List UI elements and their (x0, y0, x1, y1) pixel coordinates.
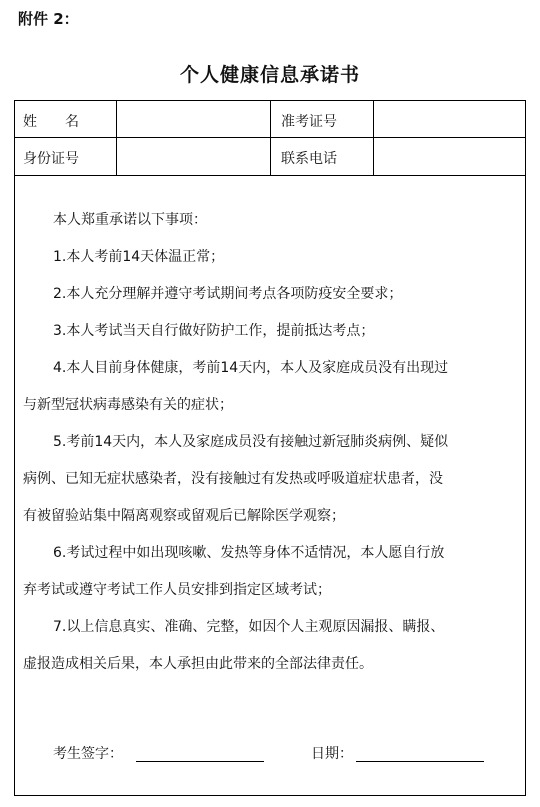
commitment-item-7-line-1: 7.以上信息真实、准确、完整，如因个人主观原因漏报、瞒报、 (53, 619, 445, 635)
commitment-item-5-line-1: 5.考前14天内，本人及家庭成员没有接触过新冠肺炎病例、疑似 (53, 434, 449, 450)
document-title: 个人健康信息承诺书 (179, 64, 360, 86)
commitment-item-4-line-1: 4.本人目前身体健康，考前14天内，本人及家庭成员没有出现过 (53, 360, 449, 376)
row-divider (15, 175, 525, 176)
commitment-item-6-line-1: 6.考试过程中如出现咳嗽、发热等身体不适情况，本人愿自行放 (53, 545, 445, 561)
id-number-label: 身份证号 (23, 151, 79, 167)
commitment-item-4-line-2: 与新型冠状病毒感染有关的症状； (23, 397, 233, 413)
date-label: 日期： (311, 746, 353, 762)
commitment-form-table (14, 100, 526, 796)
name-field[interactable] (117, 102, 269, 136)
id-number-field[interactable] (117, 138, 269, 174)
exam-number-label: 准考证号 (281, 114, 337, 130)
signer-label: 考生签字： (53, 746, 123, 762)
commitment-item-3: 3.本人考试当天自行做好防护工作，提前抵达考点； (53, 323, 375, 339)
commitment-item-5-line-3: 有被留验站集中隔离观察或留观后已解除医学观察； (23, 508, 345, 524)
attachment-label: 附件 2： (18, 10, 79, 28)
name-label: 姓 名 (23, 114, 79, 130)
commitment-intro: 本人郑重承诺以下事项： (53, 212, 207, 228)
commitment-item-6-line-2: 弃考试或遵守考试工作人员安排到指定区域考试； (23, 582, 331, 598)
commitment-item-1: 1.本人考前14天体温正常； (53, 249, 225, 265)
phone-label: 联系电话 (281, 151, 337, 167)
commitment-item-5-line-2: 病例、已知无症状感染者，没有接触过有发热或呼吸道症状患者，没 (23, 471, 443, 487)
phone-field[interactable] (374, 138, 524, 174)
column-divider (270, 101, 271, 175)
commitment-item-2: 2.本人充分理解并遵守考试期间考点各项防疫安全要求； (53, 286, 403, 302)
commitment-item-7-line-2: 虚报造成相关后果，本人承担由此带来的全部法律责任。 (23, 656, 373, 672)
date-field[interactable] (356, 761, 484, 762)
exam-number-field[interactable] (374, 102, 524, 136)
signature-field[interactable] (136, 761, 264, 762)
